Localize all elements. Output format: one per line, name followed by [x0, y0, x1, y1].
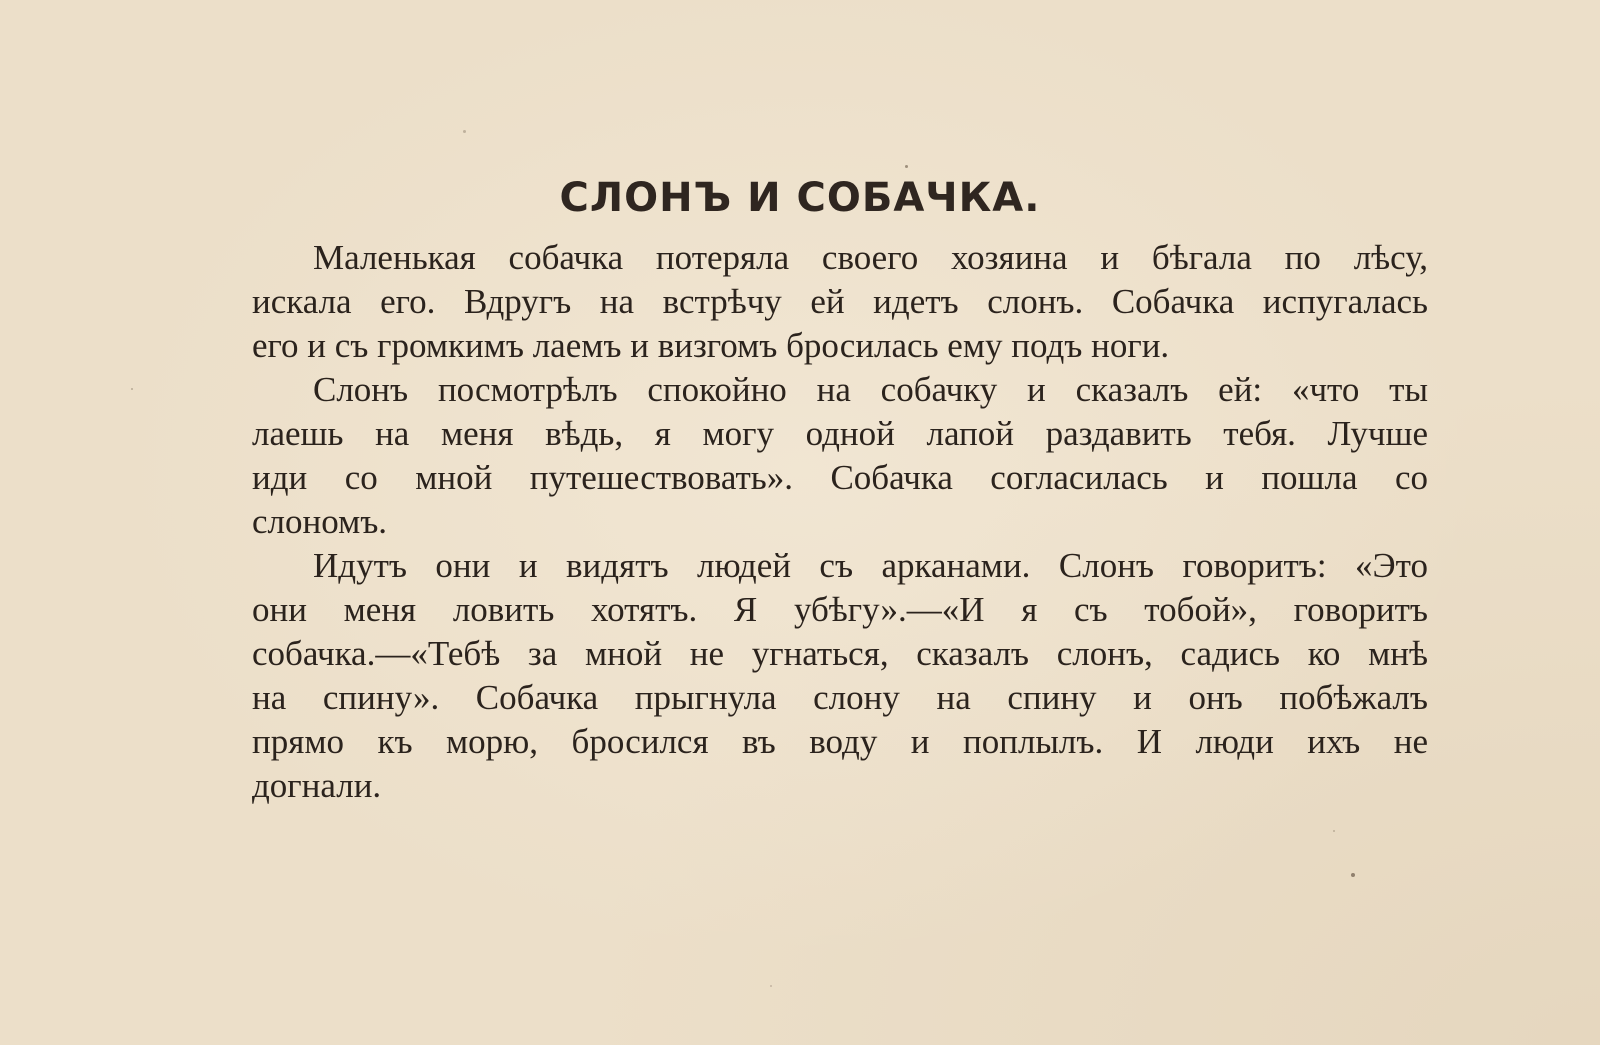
paper-speck [1333, 830, 1335, 832]
text-line: догнали. [252, 766, 382, 805]
story-title: СЛОНЪ И СОБАЧКА. [559, 175, 1041, 221]
paper-speck [905, 165, 908, 168]
text-line: Слонъ посмотрѣлъ спокойно на собачку и сказалъ ей: «что ты [313, 370, 1428, 409]
paper-speck [1351, 873, 1355, 877]
text-line: Маленькая собачка потеряла своего хозяина и бѣгала по лѣсу, [313, 238, 1428, 277]
text-line: искала его. Вдругъ на встрѣчу ей идетъ слонъ. Собачка испугалась [252, 282, 1428, 321]
text-line: они меня ловить хотятъ. Я убѣгу».—«И я съ тобой», говоритъ [252, 590, 1428, 629]
paragraph-3 [252, 544, 1428, 808]
paper-speck [770, 985, 772, 987]
text-line: Идутъ они и видятъ людей съ арканами. Слонъ говоритъ: «Это [313, 546, 1428, 585]
text-line: лаешь на меня вѣдь, я могу одной лапой раздавить тебя. Лучше [252, 414, 1428, 453]
text-line: его и съ громкимъ лаемъ и визгомъ бросилась ему подъ ноги. [252, 326, 1170, 365]
paper-speck [131, 388, 133, 390]
text-line: прямо къ морю, бросился въ воду и поплылъ. И люди ихъ не [252, 722, 1428, 761]
paragraph-1 [252, 236, 1428, 368]
text-line: слономъ. [252, 502, 388, 541]
text-line: иди со мной путешествовать». Собачка согласилась и пошла со [252, 458, 1428, 497]
text-line: на спину». Собачка прыгнула слону на спину и онъ побѣжалъ [252, 678, 1428, 717]
paragraph-2 [252, 368, 1428, 544]
text-line: собачка.—«Тебѣ за мной не угнаться, сказалъ слонъ, садись ко мнѣ [252, 634, 1428, 673]
paper-speck [463, 130, 466, 133]
story-text [252, 236, 1428, 808]
